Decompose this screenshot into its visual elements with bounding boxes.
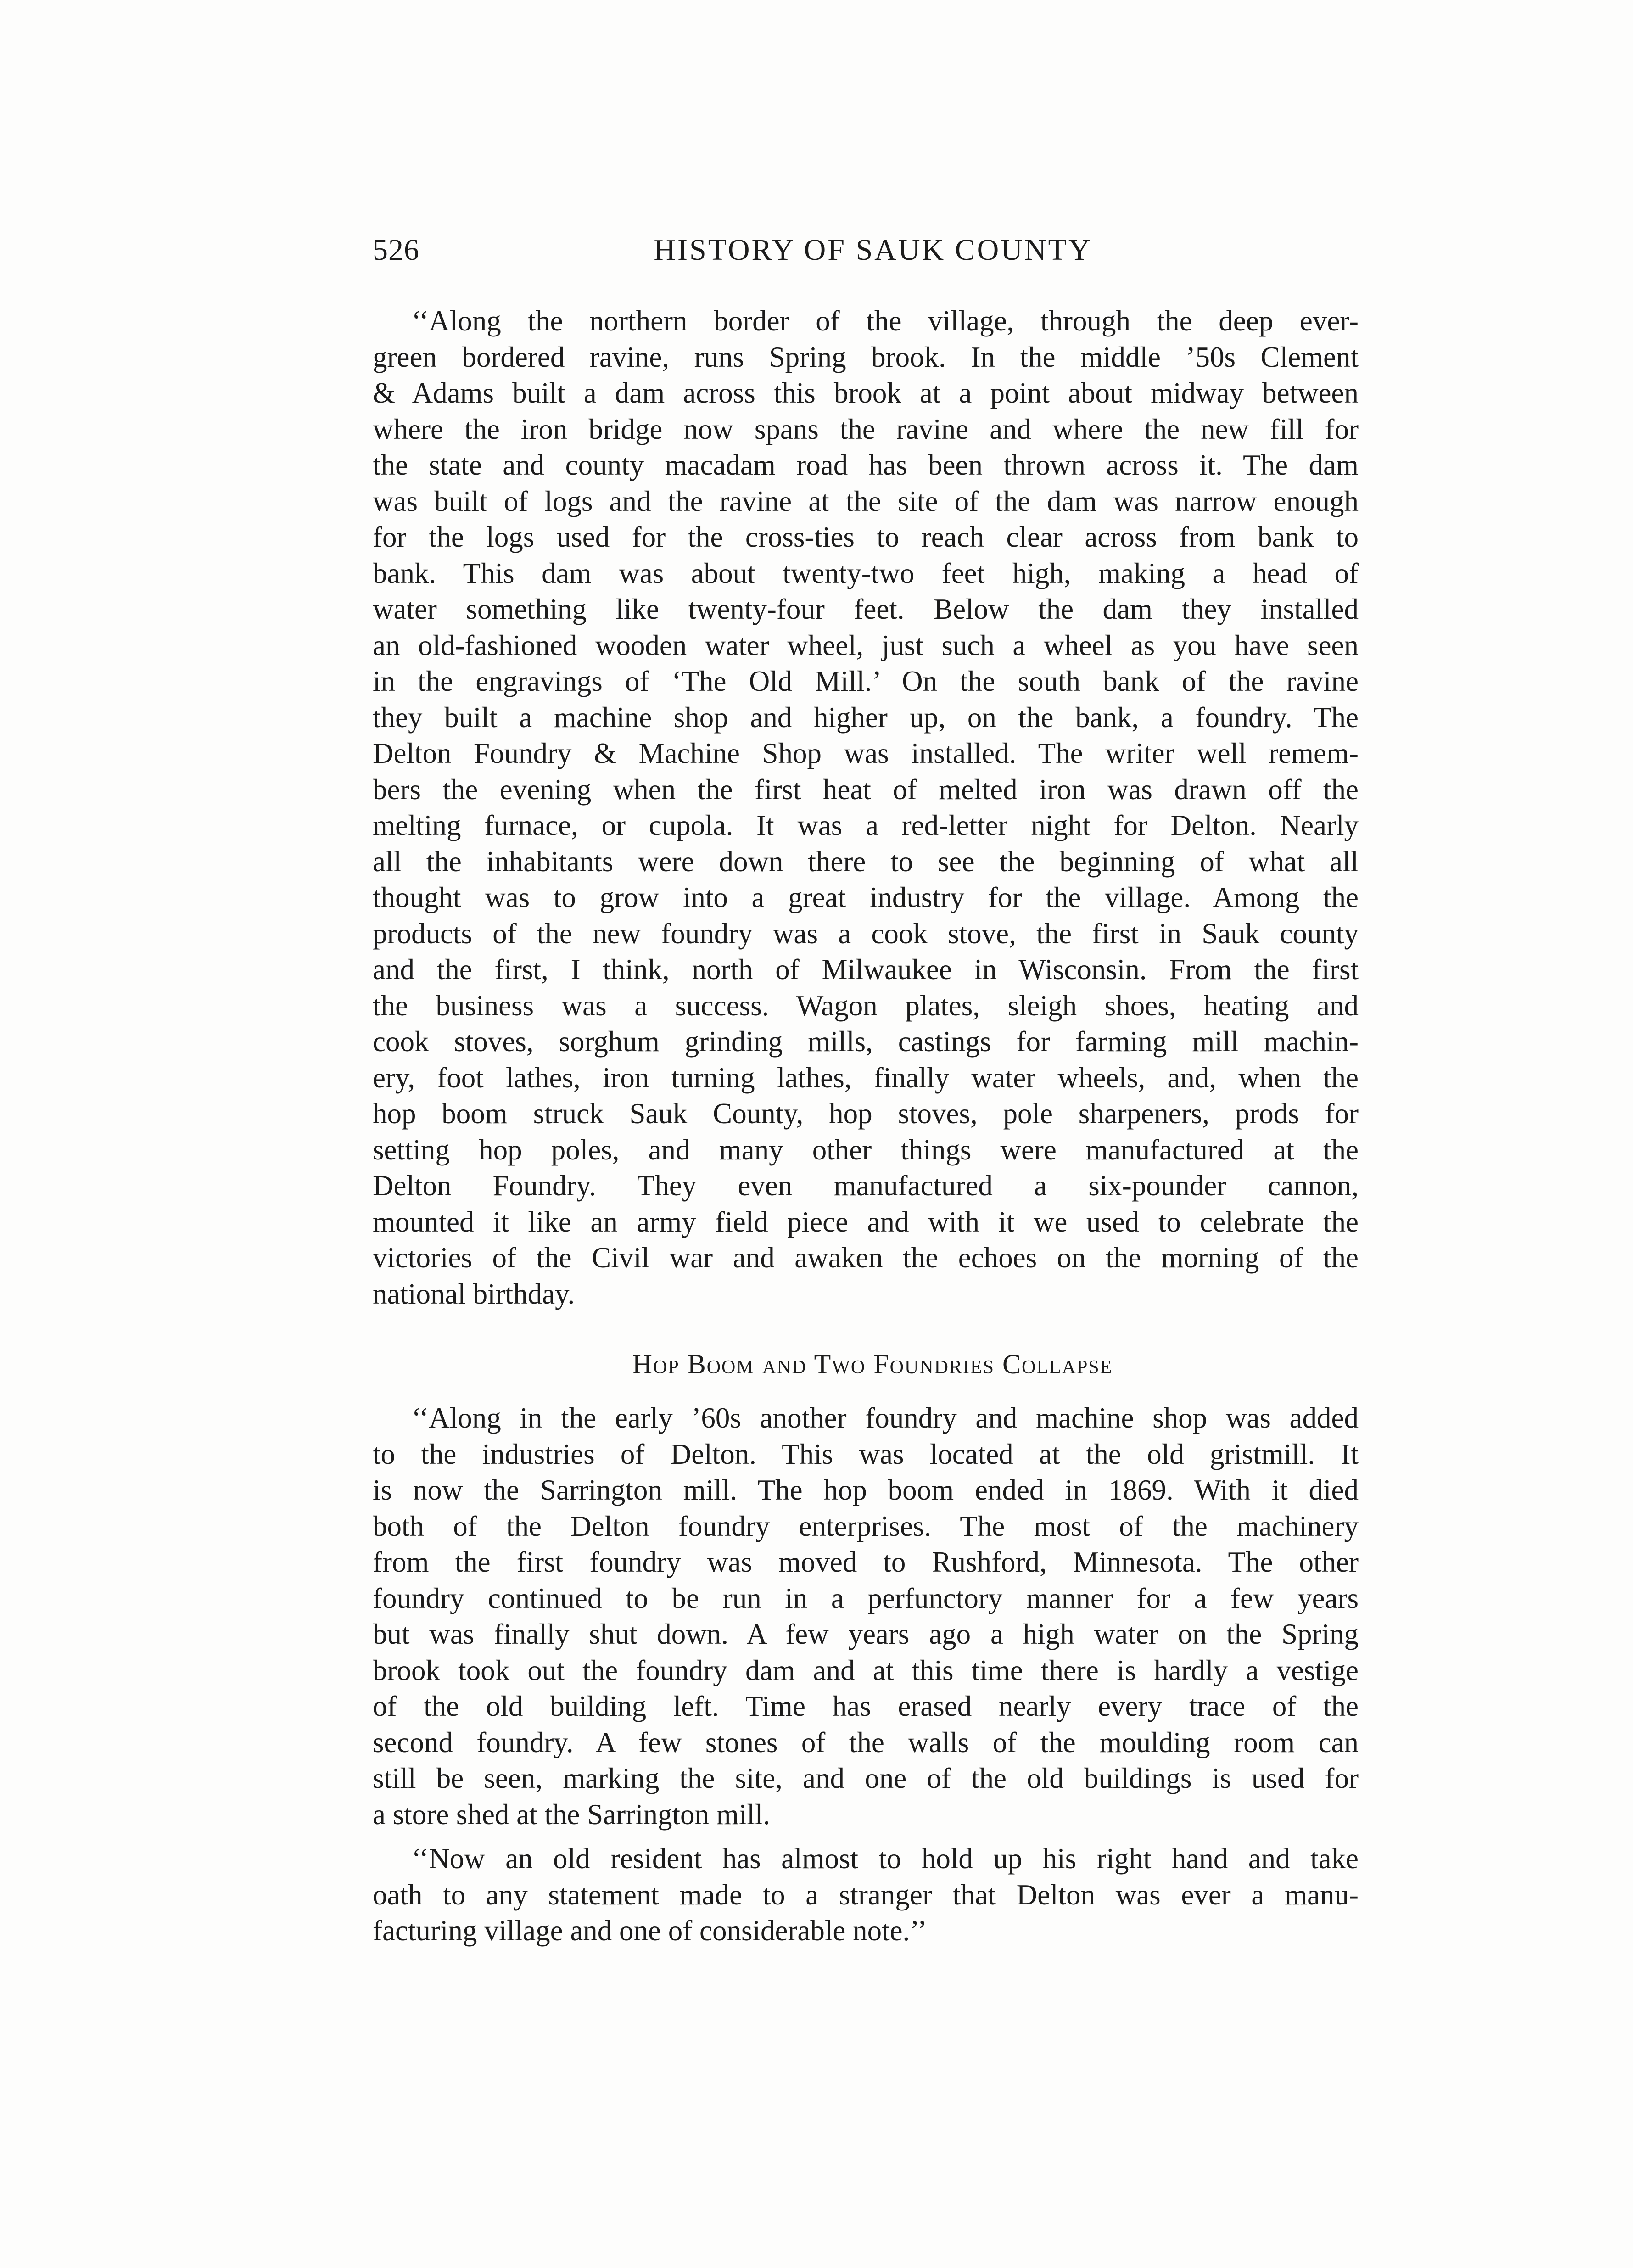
text-line: melting furnace, or cupola. It was a red-letter night for Delton. Nearly <box>373 809 1359 841</box>
text-line: bank. This dam was about twenty-two feet high, making a head of <box>373 557 1359 589</box>
text-line: where the iron bridge now spans the ravine and where the new fill for <box>373 413 1359 445</box>
text-line: foundry continued to be run in a perfunctory manner for a few years <box>373 1582 1359 1614</box>
page-number: 526 <box>373 233 419 267</box>
text-line: is now the Sarrington mill. The hop boom ended in 1869. With it died <box>373 1474 1359 1506</box>
text-line: ‘‘Along the northern border of the village, through the deep ever- <box>412 305 1359 337</box>
text-line: hop boom struck Sauk County, hop stoves, pole sharpeners, prods for <box>373 1098 1359 1130</box>
paragraph-foundries-collapse <box>373 1400 1359 1832</box>
section-heading: Hop Boom and Two Foundries Collapse <box>632 1349 1113 1379</box>
text-line: of the old building left. Time has erased nearly every trace of the <box>373 1690 1359 1722</box>
text-line: in the engravings of ‘The Old Mill.’ On the south bank of the ravine <box>373 665 1359 697</box>
text-line: Delton Foundry & Machine Shop was installed. The writer well remem- <box>373 737 1359 769</box>
running-head <box>373 230 1373 271</box>
text-line: green bordered ravine, runs Spring brook. In the middle ’50s Clement <box>373 341 1359 373</box>
text-line: ery, foot lathes, iron turning lathes, finally water wheels, and, when the <box>373 1061 1359 1094</box>
text-line: bers the evening when the first heat of melted iron was drawn off the <box>373 773 1359 806</box>
text-line: all the inhabitants were down there to see the beginning of what all <box>373 845 1359 878</box>
text-line: oath to any statement made to a stranger that Delton was ever a manu- <box>373 1878 1359 1911</box>
text-line: the state and county macadam road has been thrown across it. The dam <box>373 449 1359 481</box>
text-line: from the first foundry was moved to Rushford, Minnesota. The other <box>373 1546 1359 1578</box>
text-line: they built a machine shop and higher up, on the bank, a foundry. The <box>373 701 1359 734</box>
text-line: brook took out the foundry dam and at this time there is hardly a vestige <box>373 1654 1359 1686</box>
text-line: national birthday. <box>373 1277 575 1310</box>
text-line: both of the Delton foundry enterprises. The most of the machinery <box>373 1510 1359 1542</box>
text-line: and the first, I think, north of Milwaukee in Wisconsin. From the first <box>373 953 1359 986</box>
text-line: & Adams built a dam across this brook at a point about midway between <box>373 377 1359 409</box>
text-line: to the industries of Delton. This was located at the old gristmill. It <box>373 1438 1359 1470</box>
text-line: Delton Foundry. They even manufactured a six-pounder cannon, <box>373 1170 1359 1202</box>
text-line: victories of the Civil war and awaken the echoes on the morning of the <box>373 1242 1359 1274</box>
text-line: ‘‘Now an old resident has almost to hold up his right hand and take <box>412 1842 1359 1875</box>
text-line: ‘‘Along in the early ’60s another foundry and machine shop was added <box>412 1402 1359 1434</box>
text-line: a store shed at the Sarrington mill. <box>373 1798 771 1831</box>
paragraph-delton-foundry <box>373 303 1359 1312</box>
text-line: but was finally shut down. A few years ago a high water on the Spring <box>373 1618 1359 1650</box>
text-line: mounted it like an army field piece and with it we used to celebrate the <box>373 1205 1359 1238</box>
text-line: thought was to grow into a great industry for the village. Among the <box>373 881 1359 913</box>
text-line: for the logs used for the cross-ties to reach clear across from bank to <box>373 521 1359 553</box>
running-title: HISTORY OF SAUK COUNTY <box>654 233 1092 267</box>
text-line: was built of logs and the ravine at the site of the dam was narrow enough <box>373 485 1359 517</box>
paragraph-old-resident <box>373 1841 1359 1949</box>
text-line: second foundry. A few stones of the walls of the moulding room can <box>373 1726 1359 1758</box>
text-line: an old-fashioned wooden water wheel, just such a wheel as you have seen <box>373 629 1359 661</box>
text-line: cook stoves, sorghum grinding mills, castings for farming mill machin- <box>373 1025 1359 1058</box>
text-line: still be seen, marking the site, and one of the old buildings is used for <box>373 1762 1359 1794</box>
text-line: water something like twenty-four feet. Below the dam they installed <box>373 593 1359 625</box>
text-line: facturing village and one of considerable note.’’ <box>373 1915 927 1947</box>
text-line: the business was a success. Wagon plates, sleigh shoes, heating and <box>373 989 1359 1022</box>
text-line: setting hop poles, and many other things were manufactured at the <box>373 1133 1359 1166</box>
text-line: products of the new foundry was a cook stove, the first in Sauk county <box>373 917 1359 950</box>
